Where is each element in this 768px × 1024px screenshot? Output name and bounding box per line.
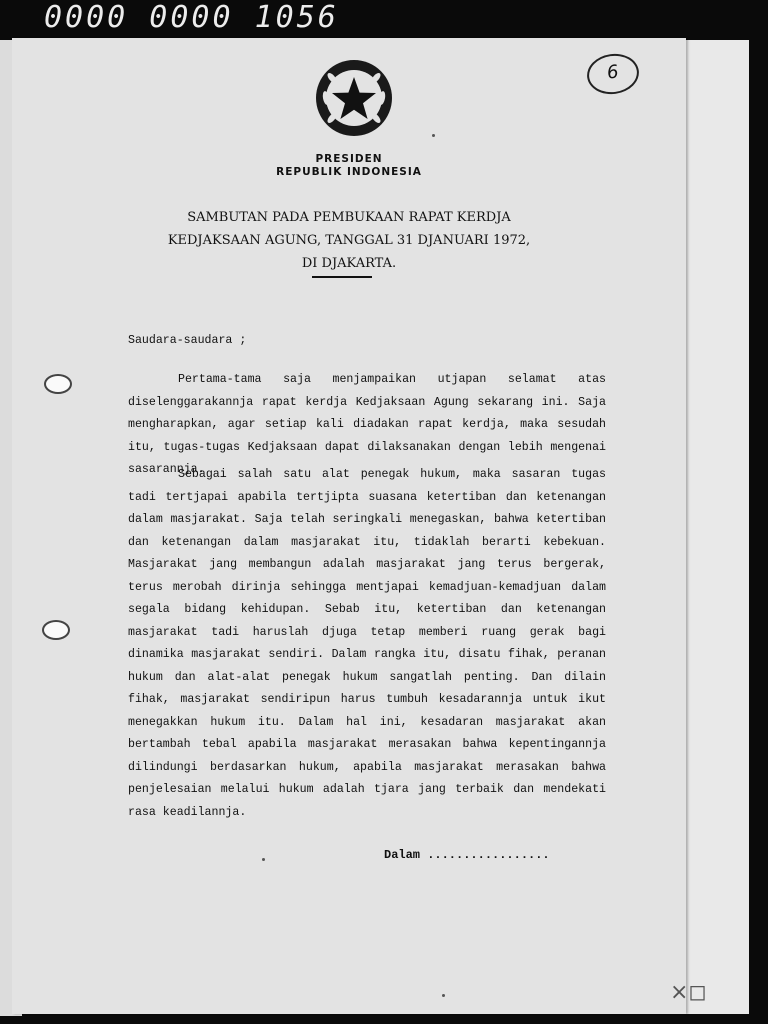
paper-speck <box>432 134 435 137</box>
speech-title <box>12 206 686 275</box>
film-frame-number: 0000 0000 1056 <box>44 0 339 35</box>
paper-speck <box>262 858 265 861</box>
document-page <box>12 38 686 1014</box>
presidential-seal-icon <box>312 56 396 140</box>
punch-hole <box>42 620 70 640</box>
paragraph-2: Sebagai salah satu alat penegak hukum, maka sasaran tugas tadi tertjapai apabila tertjipta suasana ketertiban dan ketenangan dalam masjarakat. Saja telah seringkali menegaskan, bahwa ketertiban dan ketenangan dalam masjarakat itu, tidaklah berarti kebekuan. Masjarakat jang membangun adalah masjarakat jang terus bergerak, terus merobah dirinja sehingga mentjapai kemadjuan-kemadjuan dalam segala bidang kehidupan. Sebab itu, ketertiban dan ketenangan masjarakat tadi haruslah djuga tetap memberi ruang gerak bagi dinamika masjarakat sendiri. Dalam rangka itu, disatu fihak, peranan hukum dan alat-alat penegak hukum sangatlah penting. Dan dilain fihak, masjarakat sendiripun harus tumbuh kesadarannja untuk ikut menegakkan hukum itu. Dalam hal ini, kesadaran masjarakat akan bertambah tebal apabila masjarakat merasakan bahwa kepentingannja dilindungi berdasarkan hukum, apabila masjarakat merasakan bahwa penjelesaian melalui hukum adalah tjara jang terbaik dan mendekati rasa keadilannja. <box>128 468 606 819</box>
paper-speck <box>442 994 445 997</box>
title-line-2: KEDJAKSAAN AGUNG, TANGGAL 31 DJANUARI 1972, <box>167 233 531 248</box>
title-line-1: SAMBUTAN PADA PEMBUKAAN RAPAT KERDJA <box>187 210 511 225</box>
handwritten-page-number: 6 <box>584 51 641 98</box>
institution-line-1: PRESIDEN <box>315 153 383 165</box>
continuation-catchword: Dalam ................. <box>384 848 550 862</box>
title-underline <box>312 276 372 278</box>
title-line-3: DI DJAKARTA. <box>301 256 397 271</box>
institution-line-2: REPUBLIK INDONESIA <box>276 166 422 178</box>
punch-hole <box>44 374 72 394</box>
paragraph-1: Pertama-tama saja menjampaikan utjapan selamat atas diselenggarakannja rapat kerdja Kedjaksaan Agung sekarang ini. Saja mengharapkan, agar setiap kali diadakan rapat kerdja, maka sesudah itu, tugas-tugas Kedjaksaan dapat dilaksanakan dengan lebih mengenai sasarannja. <box>128 373 606 476</box>
corner-scan-mark: ×◻ <box>670 980 707 1005</box>
salutation: Saudara-saudara ; <box>128 334 247 347</box>
